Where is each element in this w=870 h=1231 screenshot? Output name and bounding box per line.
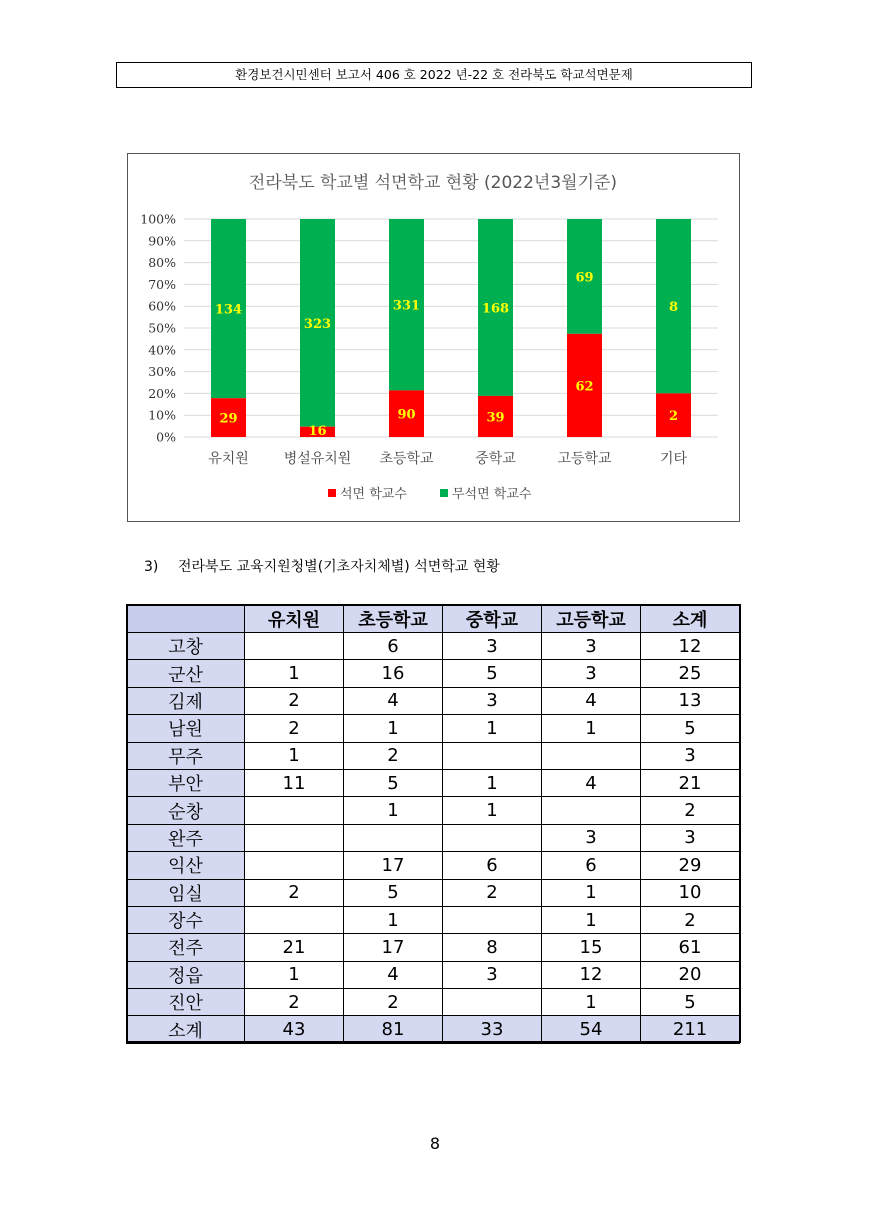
table-row xyxy=(127,961,740,988)
row-label: 부안 xyxy=(127,769,245,796)
legend-label: 석면 학교수 xyxy=(340,487,407,502)
table-cell: 10 xyxy=(641,879,740,906)
section-heading xyxy=(144,556,500,576)
table-cell: 2 xyxy=(245,989,344,1016)
table-cell xyxy=(245,852,344,879)
x-category-label: 중학교 xyxy=(475,451,516,467)
table-cell: 2 xyxy=(641,797,740,824)
region-asbestos-table xyxy=(126,604,740,1044)
table-cell: 3 xyxy=(641,742,740,769)
table-cell: 5 xyxy=(641,715,740,742)
y-tick-label: 40% xyxy=(148,342,176,358)
table-corner-cell xyxy=(127,605,245,633)
report-header: 환경보건시민센터 보고서 406 호 2022 년-22 호 전라북도 학교석면문제 xyxy=(116,62,752,88)
table-row xyxy=(127,852,740,879)
row-label: 전주 xyxy=(127,934,245,961)
table-cell: 1 xyxy=(542,906,641,933)
data-label-no-asbestos: 8 xyxy=(668,300,679,316)
table-cell: 5 xyxy=(641,989,740,1016)
asbestos-school-chart xyxy=(127,153,740,522)
table-cell: 20 xyxy=(641,961,740,988)
table-cell: 6 xyxy=(542,852,641,879)
table-cell xyxy=(344,824,443,851)
y-tick-label: 90% xyxy=(148,233,176,249)
table-cell: 13 xyxy=(641,687,740,714)
table-cell: 1 xyxy=(344,906,443,933)
table-cell: 81 xyxy=(344,1016,443,1043)
table-cell: 3 xyxy=(542,660,641,687)
legend-swatch xyxy=(440,489,448,497)
table-cell: 29 xyxy=(641,852,740,879)
y-tick-label: 60% xyxy=(148,298,176,314)
data-label-no-asbestos: 168 xyxy=(481,301,510,317)
table-cell: 12 xyxy=(542,961,641,988)
table-cell: 1 xyxy=(344,797,443,824)
page-number: 8 xyxy=(429,1134,441,1153)
table-cell xyxy=(542,742,641,769)
table-cell: 33 xyxy=(443,1016,542,1043)
table-cell: 1 xyxy=(344,715,443,742)
row-label: 장수 xyxy=(127,906,245,933)
x-category-label: 병설유치원 xyxy=(283,451,352,467)
table-cell: 1 xyxy=(542,715,641,742)
table-cell: 5 xyxy=(344,879,443,906)
table-cell: 21 xyxy=(641,769,740,796)
y-tick-label: 30% xyxy=(148,364,176,380)
section-title: 전라북도 교육지원청별(기초자치체별) 석면학교 현황 xyxy=(178,559,500,575)
row-label: 군산 xyxy=(127,660,245,687)
row-label: 정읍 xyxy=(127,961,245,988)
table-cell: 2 xyxy=(344,989,443,1016)
table-row xyxy=(127,824,740,851)
data-label-no-asbestos: 134 xyxy=(214,302,243,318)
table-cell: 3 xyxy=(542,633,641,660)
data-label-asbestos: 2 xyxy=(668,409,679,425)
table-cell: 54 xyxy=(542,1016,641,1043)
table-cell: 43 xyxy=(245,1016,344,1043)
table-cell: 1 xyxy=(245,961,344,988)
table-cell: 5 xyxy=(344,769,443,796)
table-cell xyxy=(245,906,344,933)
data-label-asbestos: 90 xyxy=(397,407,416,423)
row-label: 남원 xyxy=(127,715,245,742)
table-row xyxy=(127,633,740,660)
col-header: 중학교 xyxy=(443,605,542,633)
chart-title: 전라북도 학교별 석면학교 현황 (2022년3월기준) xyxy=(248,173,618,193)
table-cell xyxy=(443,906,542,933)
row-label: 진안 xyxy=(127,989,245,1016)
table-row xyxy=(127,797,740,824)
table-cell xyxy=(245,824,344,851)
col-header: 초등학교 xyxy=(344,605,443,633)
table-cell: 1 xyxy=(245,742,344,769)
x-category-label: 유치원 xyxy=(208,451,249,467)
table-cell: 3 xyxy=(641,824,740,851)
table-cell: 21 xyxy=(245,934,344,961)
data-label-asbestos: 16 xyxy=(308,424,327,439)
row-label: 고창 xyxy=(127,633,245,660)
section-number: 3) xyxy=(144,559,159,575)
table-cell xyxy=(245,797,344,824)
table-row xyxy=(127,769,740,796)
table-row xyxy=(127,715,740,742)
col-header: 유치원 xyxy=(245,605,344,633)
y-tick-label: 100% xyxy=(140,211,176,227)
x-category-label: 기타 xyxy=(659,451,688,467)
table-cell: 15 xyxy=(542,934,641,961)
table-cell: 17 xyxy=(344,934,443,961)
table-cell: 4 xyxy=(542,687,641,714)
y-tick-label: 20% xyxy=(148,385,176,401)
table-cell: 1 xyxy=(245,660,344,687)
table-cell xyxy=(443,989,542,1016)
table-cell: 1 xyxy=(542,879,641,906)
x-category-label: 고등학교 xyxy=(557,451,612,467)
table-row xyxy=(127,687,740,714)
table-cell: 5 xyxy=(443,660,542,687)
table-cell xyxy=(443,824,542,851)
table-cell: 4 xyxy=(344,687,443,714)
table-cell: 1 xyxy=(542,989,641,1016)
table-cell: 4 xyxy=(344,961,443,988)
y-tick-label: 50% xyxy=(148,320,176,336)
col-header: 소계 xyxy=(641,605,740,633)
table-total-row xyxy=(127,1016,740,1043)
table-cell: 6 xyxy=(344,633,443,660)
row-label: 순창 xyxy=(127,797,245,824)
table-cell: 3 xyxy=(443,633,542,660)
row-label: 무주 xyxy=(127,742,245,769)
table-cell: 1 xyxy=(443,797,542,824)
table-cell xyxy=(542,797,641,824)
data-label-asbestos: 39 xyxy=(486,410,505,426)
table-row xyxy=(127,934,740,961)
table-row xyxy=(127,660,740,687)
data-label-no-asbestos: 69 xyxy=(575,270,594,286)
table-row xyxy=(127,989,740,1016)
data-label-asbestos: 29 xyxy=(219,411,238,427)
row-label: 익산 xyxy=(127,852,245,879)
table-cell: 211 xyxy=(641,1016,740,1043)
legend-label: 무석면 학교수 xyxy=(452,487,532,502)
y-tick-label: 80% xyxy=(148,255,176,271)
table-cell: 12 xyxy=(641,633,740,660)
table-cell: 4 xyxy=(542,769,641,796)
y-tick-label: 70% xyxy=(148,276,176,292)
row-label: 김제 xyxy=(127,687,245,714)
table-cell: 1 xyxy=(443,769,542,796)
table-row xyxy=(127,906,740,933)
table-cell: 61 xyxy=(641,934,740,961)
y-tick-label: 10% xyxy=(148,407,176,423)
row-label: 임실 xyxy=(127,879,245,906)
row-label: 소계 xyxy=(127,1016,245,1043)
table-cell: 25 xyxy=(641,660,740,687)
y-tick-label: 0% xyxy=(156,429,176,445)
table-cell: 3 xyxy=(542,824,641,851)
data-label-asbestos: 62 xyxy=(575,379,594,395)
table-cell: 2 xyxy=(344,742,443,769)
legend-swatch xyxy=(328,489,336,497)
table-cell: 2 xyxy=(245,879,344,906)
table-cell xyxy=(245,633,344,660)
table-cell: 16 xyxy=(344,660,443,687)
table-cell: 2 xyxy=(641,906,740,933)
table-cell: 11 xyxy=(245,769,344,796)
table-header-row xyxy=(127,605,740,633)
table-cell: 17 xyxy=(344,852,443,879)
table-cell: 2 xyxy=(443,879,542,906)
table-cell: 8 xyxy=(443,934,542,961)
table-cell: 2 xyxy=(245,715,344,742)
table-cell: 1 xyxy=(443,715,542,742)
row-label: 완주 xyxy=(127,824,245,851)
table-cell xyxy=(443,742,542,769)
x-category-label: 초등학교 xyxy=(379,451,434,467)
data-label-no-asbestos: 323 xyxy=(303,316,332,332)
data-label-no-asbestos: 331 xyxy=(392,298,421,314)
table-cell: 3 xyxy=(443,687,542,714)
table-row xyxy=(127,879,740,906)
col-header: 고등학교 xyxy=(542,605,641,633)
table-cell: 3 xyxy=(443,961,542,988)
chart-svg xyxy=(128,154,739,521)
table-cell: 6 xyxy=(443,852,542,879)
table-row xyxy=(127,742,740,769)
table-cell: 2 xyxy=(245,687,344,714)
